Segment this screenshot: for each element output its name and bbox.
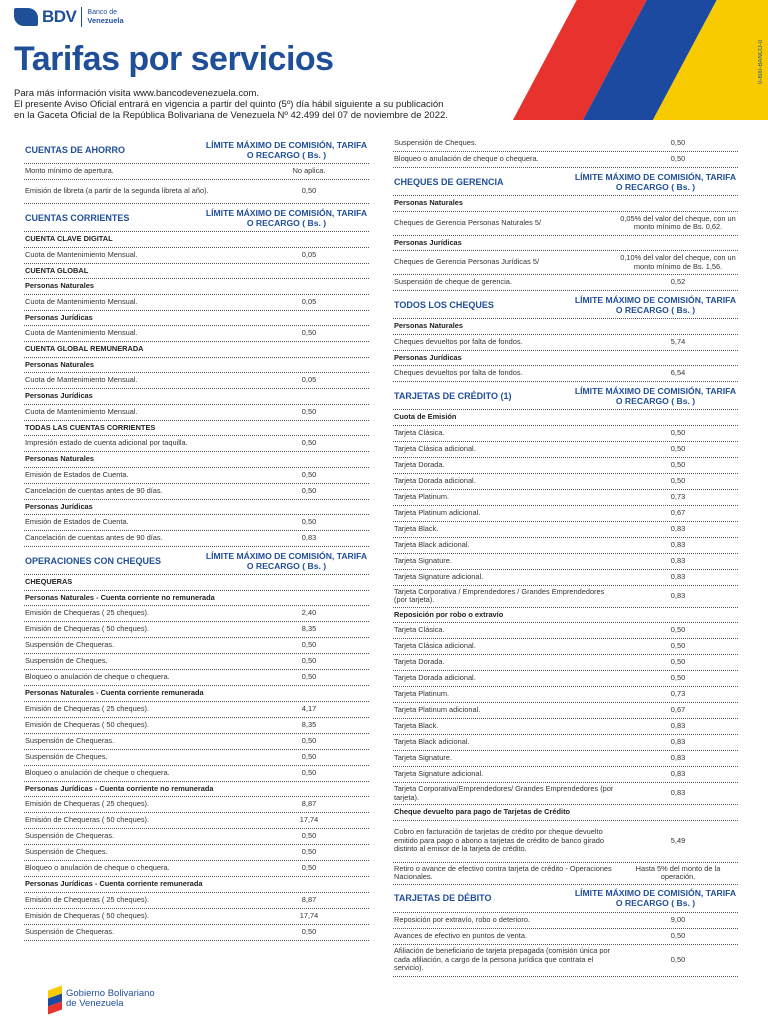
section-header	[393, 291, 738, 319]
fee-value: 0,83	[670, 788, 686, 798]
flag-stripes-decoration	[478, 0, 768, 120]
fee-row	[24, 750, 369, 766]
limit-header: LÍMITE MÁXIMO DE COMISIÓN, TARIFA O RECARGO ( Bs. )	[574, 294, 737, 315]
fee-row	[24, 180, 369, 204]
bdv-logo-icon	[14, 8, 38, 26]
fee-value: 0,83	[301, 533, 317, 543]
fee-value: 0,50	[301, 469, 317, 479]
subsection-label: Personas Naturales	[393, 196, 738, 212]
fee-description: Reposición por extravío, robo o deterioro.	[394, 914, 530, 924]
intro-line-2: El presente Aviso Oficial entrará en vigencia a partir del quinto (5º) día hábil siguiente a su publicación	[14, 99, 444, 110]
fee-value: 0,50	[301, 863, 317, 873]
fee-description: Emisión de Chequeras ( 50 cheques).	[25, 719, 150, 729]
fee-value: 0,67	[670, 507, 686, 517]
fee-description: Tarjeta Signature adicional.	[394, 769, 484, 779]
fee-row	[393, 767, 738, 783]
section-title: OPERACIONES CON CHEQUES	[25, 555, 162, 566]
fee-description: Suspensión de Chequeras.	[25, 640, 115, 650]
fee-value: 0,10% del valor del cheque, con un monto mínimo de Bs. 1,56.	[620, 253, 736, 271]
government-name	[66, 989, 155, 1009]
fee-value: 6,54	[670, 368, 686, 378]
brand-sub-line1: Banco de	[87, 8, 117, 16]
fee-description: Emisión de Chequeras ( 25 cheques).	[25, 608, 150, 618]
fee-row	[393, 152, 738, 168]
page-header	[0, 0, 768, 140]
fee-row	[24, 468, 369, 484]
subsection-label: Personas Naturales	[393, 319, 738, 335]
fee-value: 0,05	[301, 375, 317, 385]
section-header	[393, 382, 738, 410]
fee-value: 0,50	[301, 517, 317, 527]
fee-description: Cuota de Mantenimiento Mensual.	[25, 406, 138, 416]
fee-row	[24, 813, 369, 829]
fee-row	[24, 670, 369, 686]
fee-row	[393, 275, 738, 291]
fee-description: Tarjeta Corporativa/Emprendedores/ Grandes Emprendedores (por tarjeta).	[394, 784, 614, 802]
fee-value: 8,35	[301, 624, 317, 634]
fee-value: 8,35	[301, 719, 317, 729]
fee-value: 0,83	[670, 571, 686, 581]
fee-row	[24, 702, 369, 718]
fee-description: Emisión de Chequeras ( 25 cheques).	[25, 799, 150, 809]
fee-value: 0,50	[301, 656, 317, 666]
fee-value: 9,00	[670, 914, 686, 924]
fee-description: Tarjeta Dorada.	[394, 657, 445, 667]
fee-value: 5,49	[670, 835, 686, 845]
section-header	[393, 885, 738, 913]
fee-value: 4,17	[301, 703, 317, 713]
subsection-label: Personas Naturales	[24, 358, 369, 374]
fee-description: Suspensión de Cheques.	[25, 751, 108, 761]
subsection-label: Personas Naturales	[24, 452, 369, 468]
fee-description: Tarjeta Black adicional.	[394, 737, 470, 747]
fee-value: 0,50	[301, 751, 317, 761]
subsection-label: Personas Jurídicas - Cuenta corriente remunerada	[24, 877, 369, 893]
fee-description: Retiro o avance de efectivo contra tarjeta de crédito - Operaciones Nacionales.	[394, 863, 612, 881]
fee-value: 0,50	[301, 831, 317, 841]
fee-row	[24, 606, 369, 622]
fee-value: 0,50	[670, 641, 686, 651]
limit-header: LÍMITE MÁXIMO DE COMISIÓN, TARIFA O RECARGO ( Bs. )	[205, 207, 368, 228]
fee-row	[393, 522, 738, 538]
limit-header: LÍMITE MÁXIMO DE COMISIÓN, TARIFA O RECARGO ( Bs. )	[205, 550, 368, 571]
side-code: 0-800-BANCO-0	[758, 40, 764, 85]
fee-value: 0,73	[670, 491, 686, 501]
fee-value: 0,50	[670, 154, 686, 164]
footer-line-1: Gobierno Bolivariano	[66, 988, 155, 999]
fee-value: Hasta 5% del monto de la operación.	[635, 863, 721, 881]
fee-value: 0,83	[670, 737, 686, 747]
fee-description: Tarjeta Signature.	[394, 555, 452, 565]
fee-value: 0,50	[670, 625, 686, 635]
fee-description: Tarjeta Platinum adicional.	[394, 705, 481, 715]
fee-description: Bloqueo o anulación de cheque o chequera.	[394, 154, 539, 164]
fee-value: 0,50	[301, 328, 317, 338]
fee-row	[393, 913, 738, 929]
fee-row	[393, 623, 738, 639]
logo-divider	[81, 7, 82, 27]
fee-description: Cuota de Mantenimiento Mensual.	[25, 375, 138, 385]
fee-value: 8,87	[301, 799, 317, 809]
fee-row	[24, 531, 369, 547]
fee-description: Emisión de Chequeras ( 50 cheques).	[25, 815, 150, 825]
fee-description: Suspensión de Cheques.	[394, 138, 477, 148]
intro-line-3: en la Gaceta Oficial de la República Bolivariana de Venezuela Nº 42.499 del 07 de noviembre de 2022.	[14, 110, 448, 121]
fee-value: 0,83	[670, 753, 686, 763]
fee-value: 0,83	[670, 721, 686, 731]
fee-description: Cheques de Gerencia Personas Jurídicas 5/	[394, 257, 540, 267]
limit-header: LÍMITE MÁXIMO DE COMISIÓN, TARIFA O RECARGO ( Bs. )	[574, 171, 737, 192]
subsection-label: Personas Jurídicas	[24, 500, 369, 516]
brand-sub-line2: Venezuela	[87, 15, 124, 25]
fee-value: 0,83	[670, 555, 686, 565]
fee-row	[24, 248, 369, 264]
fee-description: Tarjeta Dorada.	[394, 459, 445, 469]
subsection-label: Cuota de Emisión	[393, 410, 738, 426]
section-header	[24, 204, 369, 232]
fee-value: 0,83	[670, 539, 686, 549]
subsection-label: Personas Naturales - Cuenta corriente no remunerada	[24, 591, 369, 607]
section-title: TARJETAS DE CRÉDITO (1)	[394, 390, 512, 401]
fee-row	[24, 164, 369, 180]
fee-description: Tarjeta Dorada adicional.	[394, 475, 476, 485]
intro-line-1: Para más información visita www.bancodevenezuela.com.	[14, 88, 260, 99]
fee-value: 0,50	[670, 475, 686, 485]
fee-row	[24, 829, 369, 845]
fee-description: Cuota de Mantenimiento Mensual.	[25, 296, 138, 306]
fee-description: Suspensión de cheque de gerencia.	[394, 277, 512, 287]
fee-row	[24, 766, 369, 782]
fee-row	[393, 945, 738, 977]
fee-row	[24, 405, 369, 421]
fee-row	[393, 671, 738, 687]
fee-description: Cheques de Gerencia Personas Naturales 5/	[394, 217, 542, 227]
fee-description: Emisión de Chequeras ( 25 cheques).	[25, 894, 150, 904]
fee-description: Suspensión de Chequeras.	[25, 926, 115, 936]
fee-description: Cancelación de cuentas antes de 90 días.	[25, 533, 163, 543]
fee-value: 5,74	[670, 336, 686, 346]
fee-description: Emisión de Chequeras ( 50 cheques).	[25, 624, 150, 634]
fee-row	[24, 654, 369, 670]
fee-description: Cuota de Mantenimiento Mensual.	[25, 328, 138, 338]
fee-description: Cancelación de cuentas antes de 90 días.	[25, 485, 163, 495]
footer-logo	[48, 986, 155, 1012]
fee-description: Tarjeta Clásica.	[394, 427, 445, 437]
fee-description: Suspensión de Cheques.	[25, 656, 108, 666]
fee-value: 0,83	[670, 769, 686, 779]
fee-description: Bloqueo o anulación de cheque o chequera.	[25, 767, 170, 777]
fee-row	[24, 734, 369, 750]
fee-row	[393, 212, 738, 236]
section-header	[393, 168, 738, 196]
fee-row	[24, 845, 369, 861]
fee-row	[393, 719, 738, 735]
subsection-label: Reposición por robo o extravío	[393, 608, 738, 624]
fee-row	[24, 515, 369, 531]
fee-value: 8,87	[301, 894, 317, 904]
fee-value: 0,50	[301, 672, 317, 682]
fee-value: 0,50	[670, 930, 686, 940]
fee-description: Tarjeta Platinum adicional.	[394, 507, 481, 517]
fee-description: Tarjeta Clásica adicional.	[394, 443, 476, 453]
fee-description: Tarjeta Clásica adicional.	[394, 641, 476, 651]
fee-description: Impresión estado de cuenta adicional por taquilla.	[25, 438, 188, 448]
fee-row	[24, 622, 369, 638]
fee-value: 0,50	[301, 186, 317, 196]
fee-row	[393, 554, 738, 570]
fee-value: 0,52	[670, 277, 686, 287]
fee-row	[24, 797, 369, 813]
subsection-label: Personas Jurídicas	[24, 389, 369, 405]
subsection-label: CUENTA CLAVE DIGITAL	[24, 232, 369, 248]
fee-value: 0,50	[670, 459, 686, 469]
fee-description: Suspensión de Cheques.	[25, 847, 108, 857]
fee-description: Emisión de Chequeras ( 50 cheques).	[25, 910, 150, 920]
fee-description: Tarjeta Black.	[394, 523, 439, 533]
fee-row	[393, 474, 738, 490]
fee-description: Tarjeta Platinum.	[394, 491, 450, 501]
fee-row	[393, 251, 738, 275]
fee-row	[24, 861, 369, 877]
fee-row	[393, 929, 738, 945]
fee-row	[24, 718, 369, 734]
subsection-label: Personas Naturales - Cuenta corriente remunerada	[24, 686, 369, 702]
fee-description: Tarjeta Platinum.	[394, 689, 450, 699]
fee-value: 0,50	[301, 767, 317, 777]
fee-description: Emisión de Chequeras ( 25 cheques).	[25, 703, 150, 713]
fee-value: 2,40	[301, 608, 317, 618]
fee-row	[393, 458, 738, 474]
fee-row	[393, 735, 738, 751]
fee-row	[24, 373, 369, 389]
fee-description: Cobro en facturación de tarjetas de crédito por cheque devuelto emitido para pago o abono a tarjetas de crédito de banco girado distinto al emisor de la tarjeta de crédito.	[394, 827, 604, 854]
section-header	[24, 136, 369, 164]
fee-value: 0,50	[301, 926, 317, 936]
fee-value: 17,74	[299, 910, 319, 920]
fee-description: Bloqueo o anulación de cheque o chequera.	[25, 672, 170, 682]
footer-line-2: de Venezuela	[66, 998, 124, 1009]
fee-row	[24, 326, 369, 342]
fee-value: 0,50	[301, 485, 317, 495]
subsection-label: Personas Naturales	[24, 279, 369, 295]
fee-row	[24, 436, 369, 452]
fee-description: Emisión de libreta (a partir de la segunda libreta al año).	[25, 186, 209, 196]
subsection-label: Personas Jurídicas	[24, 311, 369, 327]
fee-description: Monto mínimo de apertura.	[25, 166, 114, 176]
fee-value: 0,50	[670, 443, 686, 453]
fee-row	[393, 751, 738, 767]
brand-subtitle	[87, 9, 123, 26]
fee-row	[393, 639, 738, 655]
fee-value: 0,50	[301, 438, 317, 448]
subsection-label: Cheque devuelto para pago de Tarjetas de Crédito	[393, 805, 738, 821]
fee-description: Suspensión de Chequeras.	[25, 831, 115, 841]
fee-row	[393, 570, 738, 586]
fee-row	[393, 821, 738, 863]
fee-value: 17,74	[299, 815, 319, 825]
fee-value: 0,05	[301, 296, 317, 306]
section-header	[24, 547, 369, 575]
fee-value: 0,50	[301, 406, 317, 416]
fee-value: 0,50	[301, 735, 317, 745]
fee-description: Tarjeta Black adicional.	[394, 539, 470, 549]
fee-description: Cheques devueltos por falta de fondos.	[394, 336, 523, 346]
fee-row	[393, 136, 738, 152]
limit-header: LÍMITE MÁXIMO DE COMISIÓN, TARIFA O RECARGO ( Bs. )	[574, 888, 737, 908]
fee-value: 0,50	[670, 954, 686, 964]
fee-row	[393, 538, 738, 554]
fee-row	[393, 426, 738, 442]
fee-description: Emisión de Estados de Cuenta.	[25, 469, 129, 479]
fee-description: Suspensión de Chequeras.	[25, 735, 115, 745]
fee-row	[393, 655, 738, 671]
fee-description: Bloqueo o anulación de cheque o chequera.	[25, 863, 170, 873]
fee-description: Tarjeta Clásica.	[394, 625, 445, 635]
subsection-label: Personas Jurídicas	[393, 351, 738, 367]
fee-row	[24, 295, 369, 311]
section-title: CUENTAS DE AHORRO	[25, 144, 126, 155]
section-title: TARJETAS DE DÉBITO	[394, 893, 492, 903]
fee-row	[393, 783, 738, 805]
fee-row	[24, 638, 369, 654]
fee-row	[393, 335, 738, 351]
fee-value: 0,50	[301, 847, 317, 857]
fee-value: 0,50	[670, 427, 686, 437]
fee-row	[24, 925, 369, 941]
limit-header: LÍMITE MÁXIMO DE COMISIÓN, TARIFA O RECARGO ( Bs. )	[574, 385, 737, 406]
page-title: Tarifas por servicios	[14, 40, 334, 78]
fee-row	[393, 506, 738, 522]
fee-description: Emisión de Estados de Cuenta.	[25, 517, 129, 527]
fee-row	[24, 484, 369, 500]
section-title: CUENTAS CORRIENTES	[25, 212, 130, 223]
fee-value: 0,50	[670, 657, 686, 667]
limit-header: LÍMITE MÁXIMO DE COMISIÓN, TARIFA O RECARGO ( Bs. )	[205, 139, 368, 160]
subsection-label: CUENTA GLOBAL REMUNERADA	[24, 342, 369, 358]
fee-value: 0,50	[670, 673, 686, 683]
fee-description: Tarjeta Dorada adicional.	[394, 673, 476, 683]
fee-row	[24, 893, 369, 909]
fee-value: 0,67	[670, 705, 686, 715]
section-title: TODOS LOS CHEQUES	[394, 299, 494, 310]
fee-description: Afiliación de beneficiario de tarjeta prepagada (comisión única por cada afiliación, a cargo de la persona jurídica que contrata el servicio).	[394, 946, 611, 973]
fee-value: 0,83	[670, 590, 686, 600]
subsection-label: Personas Jurídicas	[393, 236, 738, 252]
fee-value: No aplica.	[292, 166, 326, 176]
left-fee-column	[24, 136, 369, 941]
fee-row	[393, 687, 738, 703]
fee-value: 0,05% del valor del cheque, con un monto mínimo de Bs. 0,62.	[620, 213, 736, 231]
government-flag-icon	[48, 986, 62, 1012]
bdv-logo	[14, 7, 124, 27]
fee-description: Avances de efectivo en puntos de venta.	[394, 930, 527, 940]
fee-description: Cuota de Mantenimiento Mensual.	[25, 249, 138, 259]
fee-row	[393, 586, 738, 608]
fee-value: 0,73	[670, 689, 686, 699]
fee-description: Tarjeta Signature.	[394, 753, 452, 763]
fee-description: Tarjeta Signature adicional.	[394, 571, 484, 581]
brand-name: BDV	[42, 7, 77, 26]
right-fee-column	[393, 136, 738, 977]
subsection-label: Personas Jurídicas - Cuenta corriente no remunerada	[24, 782, 369, 798]
fee-row	[393, 490, 738, 506]
fee-row	[393, 442, 738, 458]
intro-text	[14, 88, 454, 121]
subsection-label: TODAS LAS CUENTAS CORRIENTES	[24, 421, 369, 437]
subsection-label: CHEQUERAS	[24, 575, 369, 591]
section-title: CHEQUES DE GERENCIA	[394, 176, 504, 187]
fee-value: 0,50	[301, 640, 317, 650]
fee-description: Cheques devueltos por falta de fondos.	[394, 368, 523, 378]
fee-row	[24, 909, 369, 925]
fee-row	[393, 366, 738, 382]
subsection-label: CUENTA GLOBAL	[24, 264, 369, 280]
fee-value: 0,83	[670, 523, 686, 533]
fee-row	[393, 703, 738, 719]
fee-value: 0,05	[301, 249, 317, 259]
fee-description: Tarjeta Black.	[394, 721, 439, 731]
fee-description: Tarjeta Corporativa / Emprendedores / Grandes Emprendedores (por tarjeta).	[394, 586, 605, 604]
fee-value: 0,50	[670, 138, 686, 148]
fee-row	[393, 863, 738, 885]
